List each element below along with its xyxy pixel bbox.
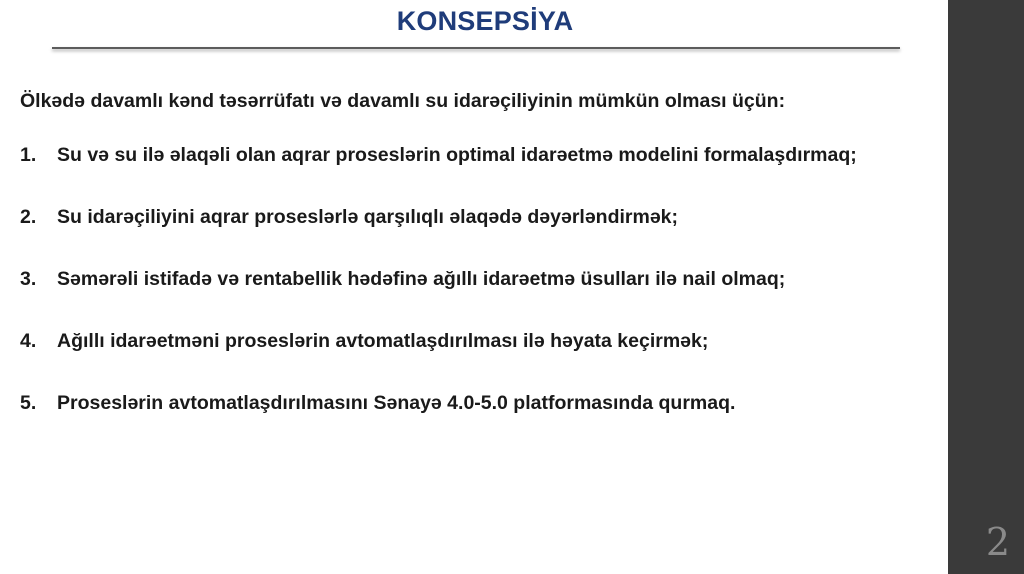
list-item [20, 204, 945, 231]
list-item-number: 1. [20, 144, 37, 166]
list-item-number: 3. [20, 268, 37, 290]
list-item-text: Səmərəli istifadə və rentabellik hədəfinə ağıllı idarəetmə üsulları ilə nail olmaq; [57, 268, 786, 290]
list-item [20, 390, 945, 417]
list-item-number: 5. [20, 392, 37, 414]
list-item-text: Proseslərin avtomatlaşdırılmasını Sənayə 4.0-5.0 platformasında qurmaq. [57, 392, 736, 414]
slide-content [20, 88, 945, 452]
intro-text: Ölkədə davamlı kənd təsərrüfatı və davamlı su idarəçiliyinin mümkün olması üçün: [20, 90, 786, 112]
list-item [20, 266, 945, 293]
list-item-text: Su idarəçiliyini aqrar proseslərlə qarşılıqlı əlaqədə dəyərləndirmək; [57, 206, 679, 228]
list-item-number: 4. [20, 330, 37, 352]
list-item-text: Ağıllı idarəetməni proseslərin avtomatlaşdırılması ilə həyata keçirmək; [57, 330, 709, 352]
list-item-text: Su və su ilə əlaqəli olan aqrar proseslərin optimal idarəetmə modelini formalaşdırmaq; [57, 144, 857, 166]
list-item [20, 328, 945, 355]
title-divider [52, 47, 900, 49]
list-item [20, 142, 945, 169]
list-item-number: 2. [20, 206, 37, 228]
page-number: 2 [985, 520, 1010, 564]
slide-title: KONSEPSİYA [396, 6, 574, 36]
sidebar-panel [948, 0, 1024, 574]
